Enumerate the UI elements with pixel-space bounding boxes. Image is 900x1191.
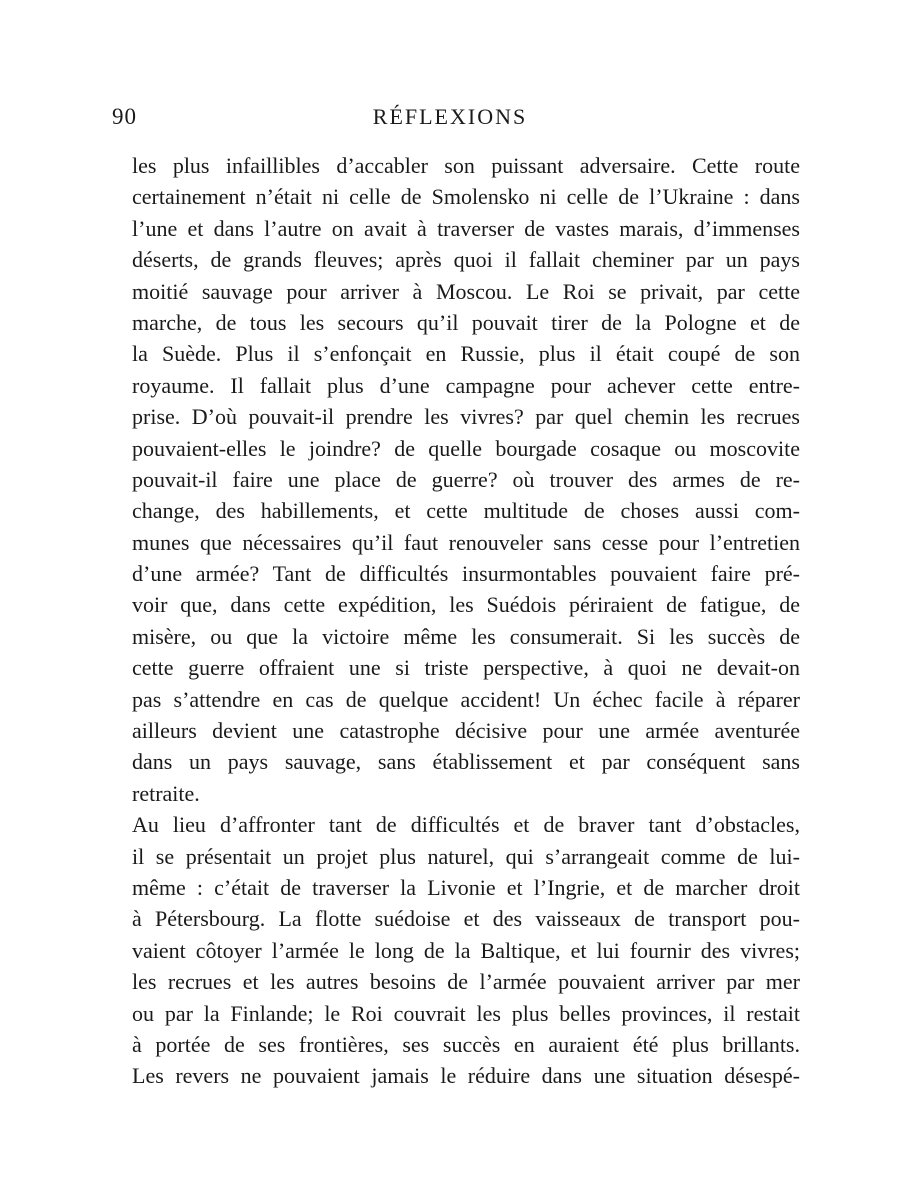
text-line: cette guerre offraient une si triste perspective, à quoi ne devait-on	[132, 655, 800, 681]
text-line: pouvait-il faire une place de guerre? où trouver des armes de re-	[132, 466, 800, 492]
paragraph-2	[132, 809, 800, 1092]
text-line: la Suède. Plus il s’enfonçait en Russie, plus il était coupé de son	[132, 341, 800, 367]
text-line: Les revers ne pouvaient jamais le réduire dans une situation désespé-	[132, 1063, 800, 1089]
text-line: les recrues et les autres besoins de l’armée pouvaient arriver par mer	[132, 969, 800, 995]
text-line: vaient côtoyer l’armée le long de la Baltique, et lui fournir des vivres;	[132, 937, 800, 963]
text-line: prise. D’où pouvait-il prendre les vivres? par quel chemin les recrues	[132, 404, 800, 430]
text-line: les plus infaillibles d’accabler son puissant adversaire. Cette route	[132, 153, 800, 178]
text-line: déserts, de grands fleuves; après quoi il fallait cheminer par un pays	[132, 247, 800, 273]
text-line: dans un pays sauvage, sans établissement et par conséquent sans	[132, 749, 800, 775]
text-line: ailleurs devient une catastrophe décisive pour une armée aventurée	[132, 718, 800, 744]
page-number: 90	[112, 104, 137, 129]
text-line: d’une armée? Tant de difficultés insurmontables pouvaient faire pré-	[132, 561, 800, 587]
running-title: RÉFLEXIONS	[372, 104, 528, 129]
text-line: pas s’attendre en cas de quelque accident! Un échec facile à réparer	[132, 686, 800, 712]
text-line: il se présentait un projet plus naturel, qui s’arrangeait comme de lui-	[132, 843, 800, 869]
text-line: pouvaient-elles le joindre? de quelle bourgade cosaque ou moscovite	[132, 435, 800, 461]
text-line: ou par la Finlande; le Roi couvrait les plus belles provinces, il restait	[132, 1000, 800, 1026]
text-line: à portée de ses frontières, ses succès en auraient été plus brillants.	[132, 1031, 800, 1057]
text-line: même : c’était de traverser la Livonie et l’Ingrie, et de marcher droit	[132, 874, 800, 900]
text-line: à Pétersbourg. La flotte suédoise et des vaisseaux de transport pou-	[132, 906, 800, 932]
body-text	[132, 150, 800, 1092]
text-line: l’une et dans l’autre on avait à traverser de vastes marais, d’immenses	[132, 215, 800, 241]
text-line: misère, ou que la victoire même les consumerait. Si les succès de	[132, 623, 800, 649]
text-line: marche, de tous les secours qu’il pouvait tirer de la Pologne et de	[132, 309, 800, 335]
text-line: voir que, dans cette expédition, les Suédois périraient de fatigue, de	[132, 592, 800, 618]
text-line: moitié sauvage pour arriver à Moscou. Le Roi se privait, par cette	[132, 278, 800, 304]
text-line: retraite.	[132, 780, 200, 806]
text-line: certainement n’était ni celle de Smolensko ni celle de l’Ukraine : dans	[132, 184, 800, 210]
text-line: royaume. Il fallait plus d’une campagne pour achever cette entre-	[132, 372, 800, 398]
text-line: munes que nécessaires qu’il faut renouveler sans cesse pour l’entretien	[132, 529, 800, 555]
paragraph-1	[132, 150, 800, 809]
text-line: Au lieu d’affronter tant de difficultés et de braver tant d’obstacles,	[132, 812, 800, 838]
text-line: change, des habillements, et cette multitude de choses aussi com-	[132, 498, 800, 524]
